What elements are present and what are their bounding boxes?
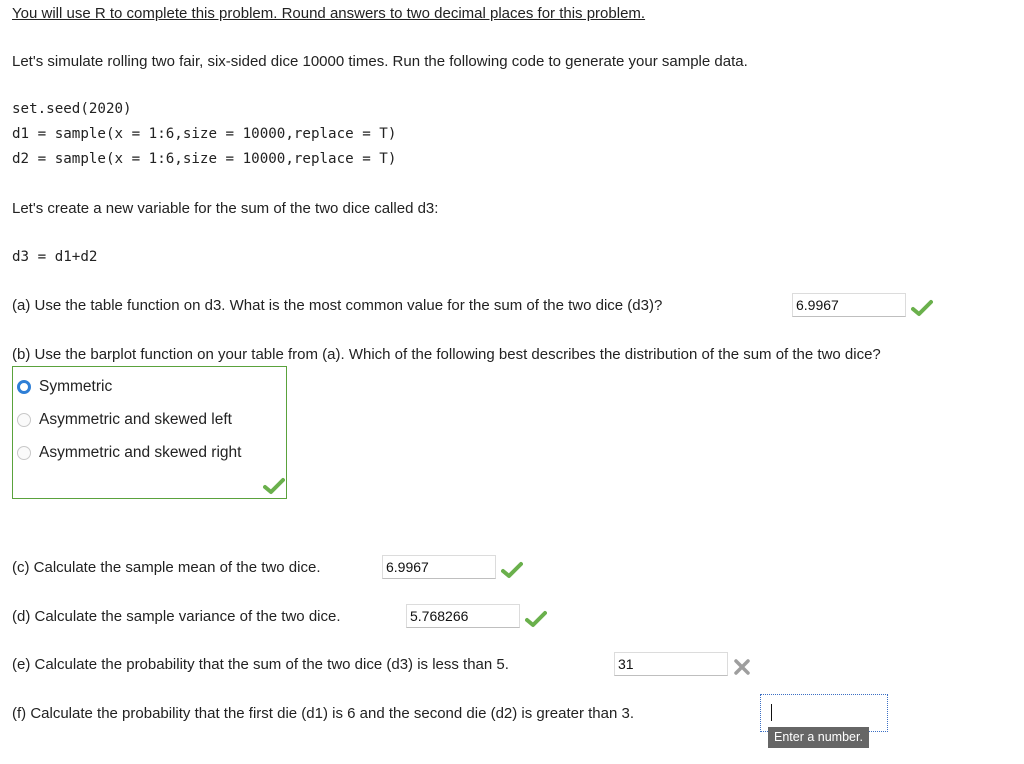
code-line-3: d2 = sample(x = 1:6,size = 10000,replace = T) — [12, 151, 397, 167]
question-b: (b) Use the barplot function on your table from (a). Which of the following best describes the distribution of the sum of the two dice? — [12, 346, 881, 363]
incorrect-x-icon — [733, 658, 751, 676]
question-e: (e) Calculate the probability that the sum of the two dice (d3) is less than 5. — [12, 656, 509, 673]
radio-unselected-icon[interactable] — [17, 446, 31, 460]
correct-check-icon — [911, 299, 933, 317]
option-skewed-left[interactable] — [17, 411, 232, 429]
code-line-2: d1 = sample(x = 1:6,size = 10000,replace = T) — [12, 126, 397, 142]
question-d: (d) Calculate the sample variance of the two dice. — [12, 608, 341, 625]
correct-check-icon — [501, 561, 523, 579]
input-tooltip: Enter a number. — [768, 727, 869, 748]
create-variable-text: Let's create a new variable for the sum of the two dice called d3: — [12, 200, 439, 217]
answer-c-input[interactable]: 6.9967 — [382, 555, 496, 579]
instructions-intro: You will use R to complete this problem. Round answers to two decimal places for this problem. — [12, 5, 646, 22]
answer-a-input[interactable]: 6.9967 — [792, 293, 906, 317]
simulate-text: Let's simulate rolling two fair, six-sided dice 10000 times. Run the following code to generate your sample data. — [12, 53, 748, 70]
correct-check-icon — [525, 610, 547, 628]
answer-e-input[interactable]: 31 — [614, 652, 728, 676]
option-skewed-right[interactable] — [17, 444, 241, 462]
option-symmetric[interactable] — [17, 378, 112, 396]
option-label: Symmetric — [39, 378, 113, 395]
option-label: Asymmetric and skewed right — [39, 444, 242, 461]
question-a: (a) Use the table function on d3. What is the most common value for the sum of the two dice (d3)? — [12, 297, 663, 314]
radio-selected-icon[interactable] — [17, 380, 31, 394]
option-label: Asymmetric and skewed left — [39, 411, 232, 428]
question-f: (f) Calculate the probability that the first die (d1) is 6 and the second die (d2) is greater than 3. — [12, 705, 635, 722]
answer-d-input[interactable]: 5.768266 — [406, 604, 520, 628]
radio-unselected-icon[interactable] — [17, 413, 31, 427]
code-line-1: set.seed(2020) — [12, 101, 132, 117]
text-caret — [771, 704, 772, 721]
choice-group-b — [12, 366, 287, 499]
question-c: (c) Calculate the sample mean of the two dice. — [12, 559, 321, 576]
correct-check-icon — [263, 477, 285, 495]
code-line-d3: d3 = d1+d2 — [12, 249, 98, 265]
